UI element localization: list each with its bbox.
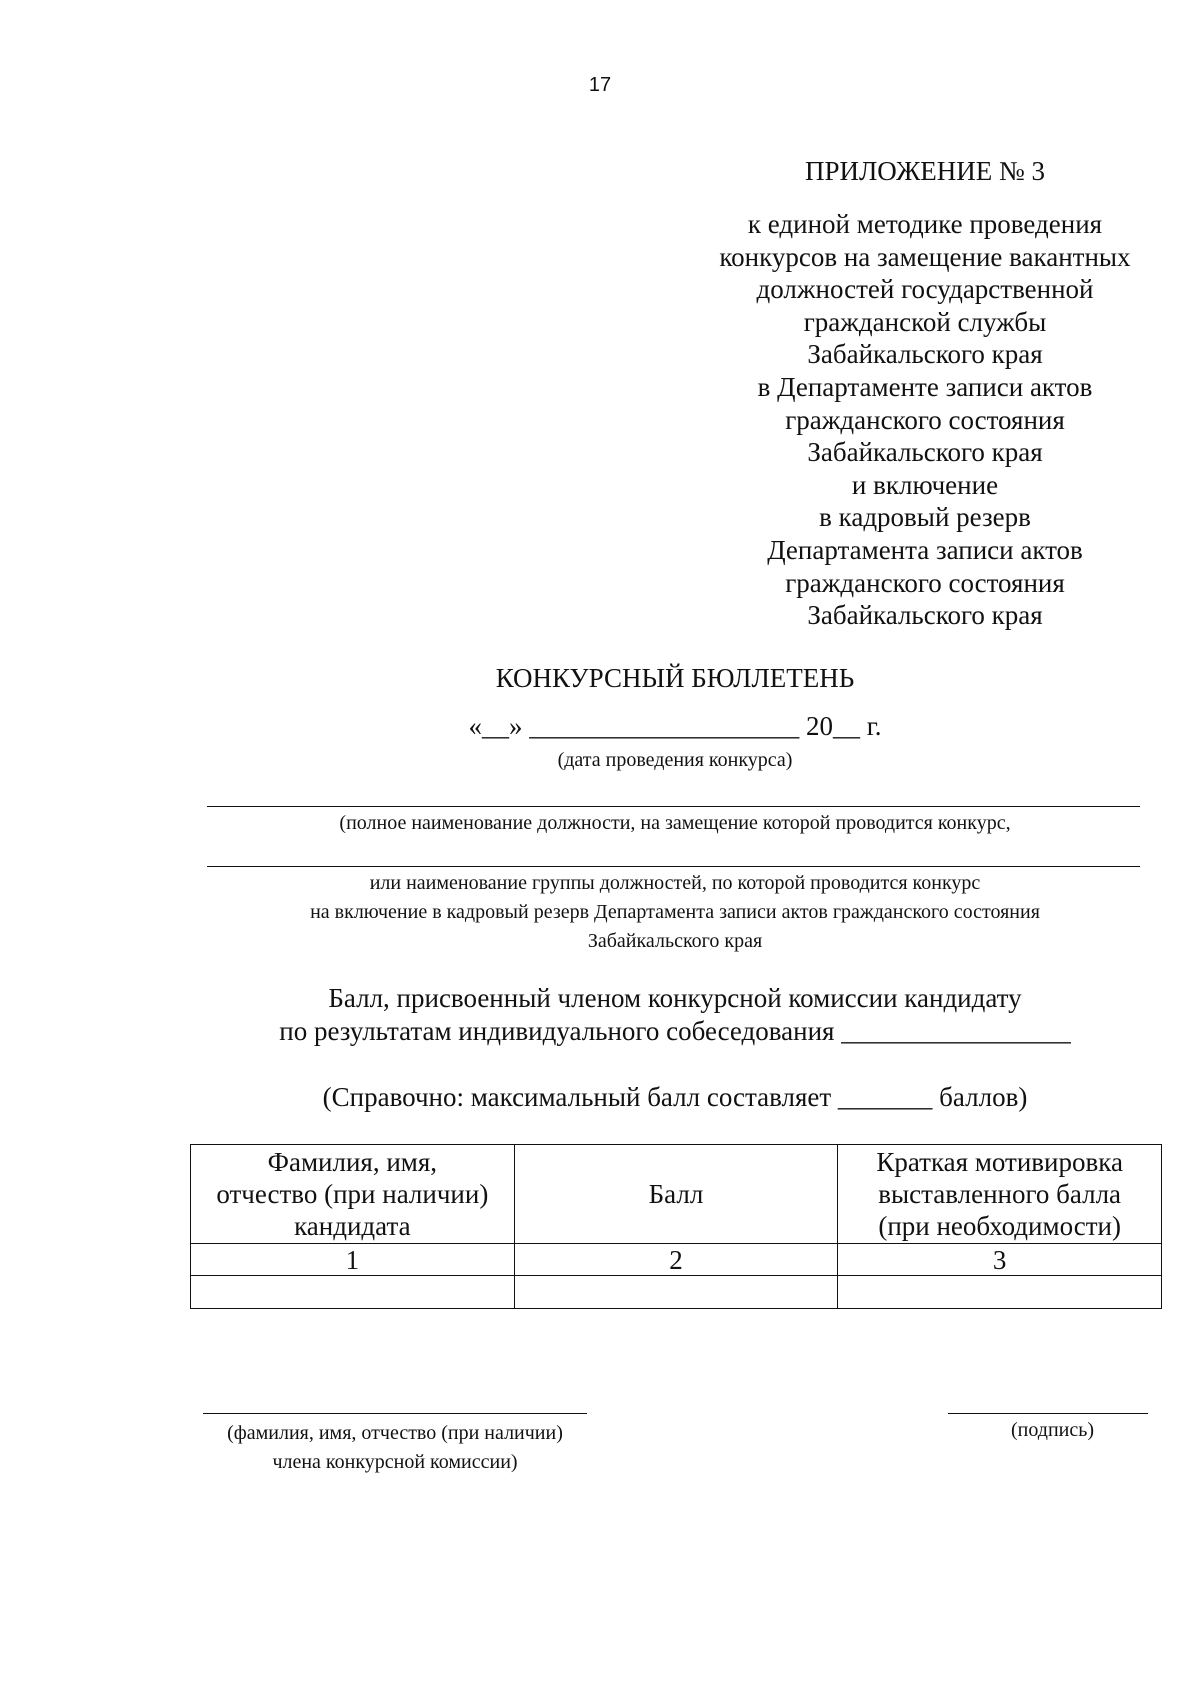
appendix-subtitle-line: и включение bbox=[851, 469, 999, 500]
position-name-line bbox=[207, 806, 1140, 807]
score-statement bbox=[0, 982, 1200, 1048]
table-row bbox=[191, 1276, 1162, 1309]
appendix-subtitle-line: Забайкальского края bbox=[807, 600, 1043, 631]
position-group-caption-line: или наименование группы должностей, по которой проводится конкурс bbox=[369, 872, 981, 894]
table-header-row bbox=[191, 1145, 1162, 1244]
appendix-subtitle bbox=[680, 208, 1170, 632]
max-score-reference: (Справочно: максимальный балл составляет _______ баллов) bbox=[322, 1082, 1028, 1112]
appendix-subtitle-line: гражданской службы bbox=[803, 306, 1047, 337]
position-group-caption-line: на включение в кадровый резерв Департамента записи актов гражданского состояния bbox=[310, 901, 1040, 923]
appendix-subtitle-line: в кадровый резерв bbox=[819, 502, 1031, 533]
appendix-subtitle-line: конкурсов на замещение вакантных bbox=[719, 241, 1131, 272]
appendix-subtitle-line: Департамента записи актов bbox=[767, 534, 1083, 565]
date-field-line: «__» ____________________ 20__ г. bbox=[468, 711, 882, 741]
position-caption: (полное наименование должности, на замещение которой проводится конкурс, bbox=[339, 812, 1011, 834]
appendix-subtitle-line: гражданского состояния bbox=[785, 404, 1065, 435]
header-motivation: Краткая мотивировка выставленного балла (при необходимости) bbox=[838, 1145, 1162, 1244]
position-group-line bbox=[207, 866, 1140, 867]
bulletin-title: КОНКУРСНЫЙ БЮЛЛЕТЕНЬ bbox=[495, 663, 855, 693]
score-statement-line: Балл, присвоенный членом конкурсной комиссии кандидату bbox=[328, 983, 1022, 1013]
appendix-subtitle-line: Забайкальского края bbox=[807, 339, 1043, 370]
position-group-caption-line: Забайкальского края bbox=[587, 930, 763, 952]
signature-line bbox=[948, 1413, 1148, 1414]
score-statement-line: по результатам индивидуального собеседования _________________ bbox=[279, 1016, 1071, 1046]
appendix-subtitle-line: должностей государственной bbox=[756, 274, 1094, 305]
appendix-subtitle-line: к единой методике проведения bbox=[747, 209, 1103, 239]
date-caption: (дата проведения конкурса) bbox=[557, 749, 793, 771]
table-number-row bbox=[191, 1244, 1162, 1276]
header-candidate-name: Фамилия, имя, отчество (при наличии) кандидата bbox=[191, 1145, 515, 1244]
appendix-subtitle-line: Забайкальского края bbox=[807, 437, 1043, 468]
table-cell bbox=[838, 1276, 1162, 1309]
page-number: 17 bbox=[588, 74, 612, 96]
table-cell bbox=[191, 1276, 515, 1309]
header-score: Балл bbox=[514, 1145, 838, 1244]
column-number: 2 bbox=[514, 1244, 838, 1276]
column-number: 1 bbox=[191, 1244, 515, 1276]
table-cell bbox=[514, 1276, 838, 1309]
appendix-title: ПРИЛОЖЕНИЕ № 3 bbox=[804, 156, 1046, 186]
member-name-caption: (фамилия, имя, отчество (при наличии) члена конкурсной комиссии) bbox=[227, 1422, 563, 1473]
signature-caption: (подпись) bbox=[1010, 1419, 1095, 1441]
member-name-line bbox=[203, 1413, 587, 1414]
score-table bbox=[190, 1144, 1162, 1309]
appendix-subtitle-line: в Департаменте записи актов bbox=[757, 371, 1093, 402]
column-number: 3 bbox=[838, 1244, 1162, 1276]
appendix-subtitle-line: гражданского состояния bbox=[785, 567, 1065, 598]
